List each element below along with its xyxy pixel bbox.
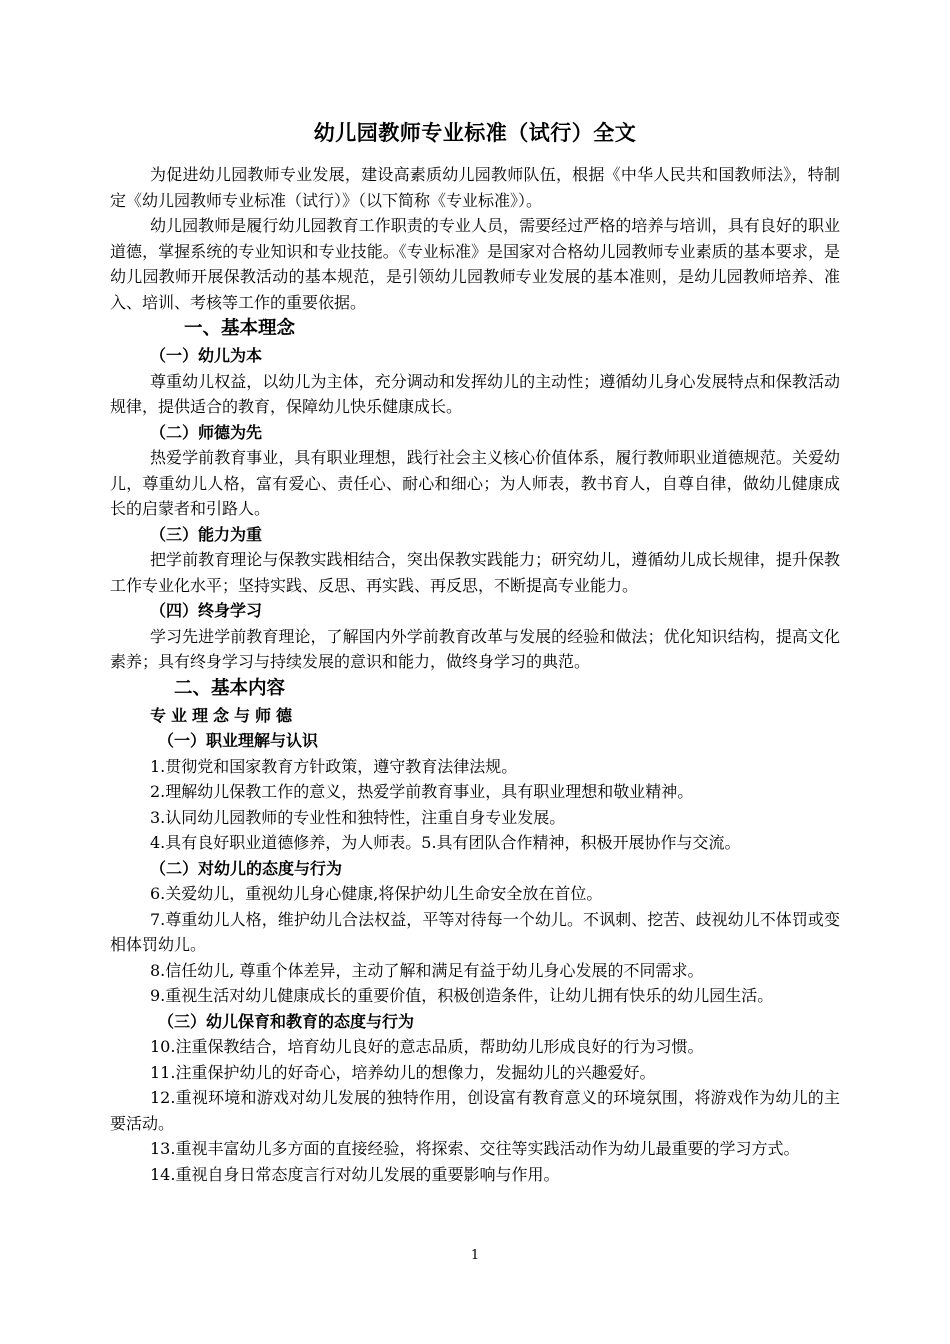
intro-paragraph-1: 为促进幼儿园教师专业发展，建设高素质幼儿园教师队伍，根据《中华人民共和国教师法》，特制定《幼儿园教师专业标准（试行）》（以下简称《专业标准》）。: [110, 165, 840, 210]
document-page: [110, 118, 840, 1187]
list-item: 8.信任幼儿, 尊重个体差异，主动了解和满足有益于幼儿身心发展的不同需求。: [150, 960, 704, 980]
list-item: 4.具有良好职业道德修养，为人师表。5.具有团队合作精神，积极开展协作与交流。: [150, 833, 741, 852]
part-heading-child-centered: （一）幼儿为本: [150, 346, 263, 365]
part-text-child-centered: 尊重幼儿权益，以幼儿为主体，充分调动和发挥幼儿的主动性；遵循幼儿身心发展特点和保教活动规律，提供适合的教育，保障幼儿快乐健康成长。: [110, 371, 840, 416]
part-heading-lifelong-learning: （四）终身学习: [150, 601, 263, 620]
list-item: 14.重视自身日常态度言行对幼儿发展的重要影响与作用。: [150, 1164, 560, 1184]
list-item: 12.重视环境和游戏对幼儿发展的独特作用，创设富有教育意义的环境氛围，将游戏作为幼儿的主要活动。: [110, 1088, 840, 1133]
list-item: 10.注重保教结合，培育幼儿良好的意志品质，帮助幼儿形成良好的行为习惯。: [150, 1037, 704, 1056]
list-item: 7.尊重幼儿人格，维护幼儿合法权益，平等对待每一个幼儿。不讽刺、挖苦、歧视幼儿不体罚或变相体罚幼儿。: [110, 909, 840, 954]
list-item: 11.注重保护幼儿的好奇心，培养幼儿的想像力，发掘幼儿的兴趣爱好。: [150, 1062, 656, 1082]
list-item: 1.贯彻党和国家教育方针政策，遵守教育法律法规。: [150, 756, 518, 776]
section-heading-basic-content: 二、基本内容: [174, 677, 286, 699]
group-heading-attitude-toward-children: （二）对幼儿的态度与行为: [150, 858, 343, 878]
list-item: 2.理解幼儿保教工作的意义，热爱学前教育事业，具有职业理想和敬业精神。: [150, 782, 694, 801]
list-item: 9.重视生活对幼儿健康成长的重要价值，积极创造条件，让幼儿拥有快乐的幼儿园生活。: [150, 986, 774, 1005]
part-text-ethics-first: 热爱学前教育事业，具有职业理想，践行社会主义核心价值体系，履行教师职业道德规范。关爱幼儿，尊重幼儿人格，富有爱心、责任心、耐心和细心；为人师表，教书育人，自尊自律，做幼儿健康成长的启蒙者和引路人。: [110, 448, 840, 518]
part-text-lifelong-learning: 学习先进学前教育理论，了解国内外学前教育改革与发展的经验和做法；优化知识结构，提高文化素养；具有终身学习与持续发展的意识和能力，做终身学习的典范。: [110, 626, 840, 671]
section-heading-basic-concepts: 一、基本理念: [184, 318, 296, 339]
page-number: 1: [470, 1248, 480, 1263]
group-heading-career-understanding: （一）职业理解与认识: [158, 731, 319, 750]
list-item: 3.认同幼儿园教师的专业性和独特性，注重自身专业发展。: [150, 807, 566, 827]
document-title: 幼儿园教师专业标准（试行）全文: [313, 120, 637, 145]
part-heading-ability-focus: （三）能力为重: [150, 524, 263, 544]
list-item: 6.关爱幼儿，重视幼儿身心健康,将保护幼儿生命安全放在首位。: [150, 884, 603, 903]
part-text-ability-focus: 把学前教育理论与保教实践相结合，突出保教实践能力；研究幼儿，遵循幼儿成长规律，提升保教工作专业化水平；坚持实践、反思、再实践、再反思，不断提高专业能力。: [110, 550, 840, 595]
subheading-professional-ethics: 专业理念与师德: [150, 705, 298, 725]
part-heading-ethics-first: （二）师德为先: [150, 422, 263, 442]
intro-paragraph-2: 幼儿园教师是履行幼儿园教育工作职责的专业人员，需要经过严格的培养与培训，具有良好的职业道德，掌握系统的专业知识和专业技能。《专业标准》是国家对合格幼儿园教师专业素质的基本要求，是幼儿园教师开展保教活动的基本规范，是引领幼儿园教师专业发展的基本准则，是幼儿园教师培养、准入、培训、考核等工作的重要依据。: [110, 216, 840, 312]
group-heading-care-and-education: （三）幼儿保育和教育的态度与行为: [158, 1011, 415, 1031]
list-item: 13.重视丰富幼儿多方面的直接经验，将探索、交往等实践活动作为幼儿最重要的学习方式。: [150, 1139, 800, 1158]
